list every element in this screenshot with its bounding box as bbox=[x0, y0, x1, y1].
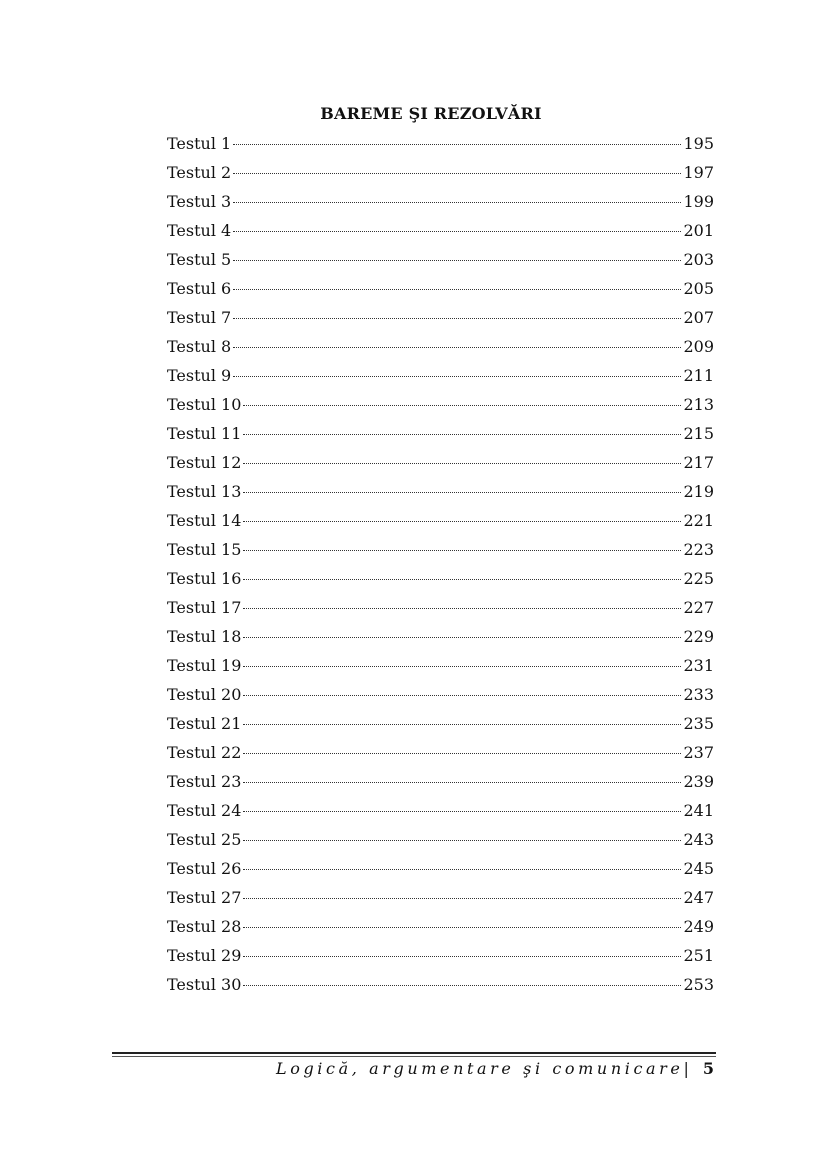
toc-entry[interactable] bbox=[167, 161, 714, 190]
toc-entry-label: Testul 19 bbox=[167, 656, 242, 675]
toc-entry-label: Testul 26 bbox=[167, 859, 242, 878]
toc-dot-leader bbox=[243, 840, 681, 841]
toc-entry-page: 241 bbox=[683, 801, 714, 820]
toc-entry-page: 233 bbox=[683, 685, 714, 704]
toc-entry-page: 203 bbox=[683, 250, 714, 269]
toc-dot-leader bbox=[243, 405, 681, 406]
toc-dot-leader bbox=[243, 637, 681, 638]
toc-dot-leader bbox=[243, 666, 681, 667]
toc-entry-label: Testul 14 bbox=[167, 511, 242, 530]
toc-entry-page: 253 bbox=[683, 975, 714, 994]
toc-entry-label: Testul 11 bbox=[167, 424, 242, 443]
toc-entry[interactable] bbox=[167, 132, 714, 161]
toc-entry-label: Testul 15 bbox=[167, 540, 242, 559]
toc-dot-leader bbox=[233, 318, 681, 319]
toc-entry[interactable] bbox=[167, 886, 714, 915]
toc-entry-label: Testul 4 bbox=[167, 221, 232, 240]
toc-entry-page: 201 bbox=[683, 221, 714, 240]
toc-entry-page: 221 bbox=[683, 511, 714, 530]
toc-entry[interactable] bbox=[167, 828, 714, 857]
toc-entry[interactable] bbox=[167, 712, 714, 741]
toc-entry-page: 247 bbox=[683, 888, 714, 907]
toc-entry-page: 197 bbox=[683, 163, 714, 182]
toc-entry-label: Testul 8 bbox=[167, 337, 232, 356]
toc-dot-leader bbox=[243, 579, 681, 580]
toc-dot-leader bbox=[243, 753, 681, 754]
toc-entry-page: 239 bbox=[683, 772, 714, 791]
toc-dot-leader bbox=[243, 811, 681, 812]
toc-dot-leader bbox=[233, 347, 681, 348]
toc-dot-leader bbox=[243, 869, 681, 870]
toc-dot-leader bbox=[243, 724, 681, 725]
toc-entry-page: 227 bbox=[683, 598, 714, 617]
toc-dot-leader bbox=[233, 144, 681, 145]
toc-dot-leader bbox=[243, 985, 681, 986]
toc-dot-leader bbox=[243, 550, 681, 551]
toc-entry-page: 207 bbox=[683, 308, 714, 327]
toc-entry[interactable] bbox=[167, 422, 714, 451]
toc-entry-label: Testul 5 bbox=[167, 250, 232, 269]
toc-entry[interactable] bbox=[167, 364, 714, 393]
toc-entry[interactable] bbox=[167, 335, 714, 364]
toc-entry-label: Testul 6 bbox=[167, 279, 232, 298]
toc-entry-label: Testul 9 bbox=[167, 366, 232, 385]
toc-entry[interactable] bbox=[167, 219, 714, 248]
toc-entry[interactable] bbox=[167, 770, 714, 799]
toc-entry-label: Testul 29 bbox=[167, 946, 242, 965]
toc-entry-label: Testul 20 bbox=[167, 685, 242, 704]
toc-entry-page: 231 bbox=[683, 656, 714, 675]
toc-entry[interactable] bbox=[167, 741, 714, 770]
toc-dot-leader bbox=[243, 492, 681, 493]
toc-entry-label: Testul 13 bbox=[167, 482, 242, 501]
toc-entry[interactable] bbox=[167, 393, 714, 422]
toc-entry-label: Testul 16 bbox=[167, 569, 242, 588]
toc-entry[interactable] bbox=[167, 277, 714, 306]
toc-entry[interactable] bbox=[167, 654, 714, 683]
toc-entry-label: Testul 21 bbox=[167, 714, 242, 733]
toc-dot-leader bbox=[233, 173, 681, 174]
toc-entry-label: Testul 27 bbox=[167, 888, 242, 907]
toc-entry-page: 235 bbox=[683, 714, 714, 733]
footer-rule bbox=[112, 1052, 716, 1054]
toc-entry-page: 199 bbox=[683, 192, 714, 211]
toc-entry-page: 195 bbox=[683, 134, 714, 153]
toc-entry-label: Testul 24 bbox=[167, 801, 242, 820]
toc-entry[interactable] bbox=[167, 799, 714, 828]
toc-entry-label: Testul 10 bbox=[167, 395, 242, 414]
toc-entry-page: 229 bbox=[683, 627, 714, 646]
toc-entry-label: Testul 3 bbox=[167, 192, 232, 211]
page-footer bbox=[112, 1057, 714, 1081]
toc-dot-leader bbox=[243, 608, 681, 609]
toc-entry-label: Testul 7 bbox=[167, 308, 232, 327]
toc-entry-label: Testul 30 bbox=[167, 975, 242, 994]
toc-dot-leader bbox=[243, 898, 681, 899]
toc-entry[interactable] bbox=[167, 306, 714, 335]
toc-entry[interactable] bbox=[167, 944, 714, 973]
toc-entry[interactable] bbox=[167, 625, 714, 654]
toc-entry-label: Testul 12 bbox=[167, 453, 242, 472]
toc-entry-page: 219 bbox=[683, 482, 714, 501]
toc-dot-leader bbox=[243, 521, 681, 522]
toc-dot-leader bbox=[243, 927, 681, 928]
toc-entry[interactable] bbox=[167, 915, 714, 944]
toc-entry-page: 205 bbox=[683, 279, 714, 298]
toc-entry[interactable] bbox=[167, 683, 714, 712]
toc-entry-label: Testul 17 bbox=[167, 598, 242, 617]
toc-entry[interactable] bbox=[167, 857, 714, 886]
toc-entry-label: Testul 25 bbox=[167, 830, 242, 849]
toc-entry[interactable] bbox=[167, 248, 714, 277]
toc-entry-page: 213 bbox=[683, 395, 714, 414]
footer-page-number: 5 bbox=[702, 1059, 714, 1078]
toc-entry-page: 237 bbox=[683, 743, 714, 762]
toc-entry[interactable] bbox=[167, 480, 714, 509]
toc-entry[interactable] bbox=[167, 567, 714, 596]
section-title: BAREME ŞI REZOLVĂRI bbox=[320, 104, 542, 123]
table-of-contents bbox=[167, 132, 714, 1002]
toc-entry-label: Testul 2 bbox=[167, 163, 232, 182]
toc-dot-leader bbox=[233, 202, 681, 203]
toc-entry-label: Testul 1 bbox=[167, 134, 232, 153]
toc-entry-page: 211 bbox=[683, 366, 714, 385]
toc-entry-label: Testul 22 bbox=[167, 743, 242, 762]
toc-entry-page: 209 bbox=[683, 337, 714, 356]
toc-entry[interactable] bbox=[167, 538, 714, 567]
toc-dot-leader bbox=[243, 695, 681, 696]
toc-entry[interactable] bbox=[167, 190, 714, 219]
toc-dot-leader bbox=[243, 434, 681, 435]
toc-entry[interactable] bbox=[167, 451, 714, 480]
toc-entry-label: Testul 18 bbox=[167, 627, 242, 646]
toc-entry-page: 217 bbox=[683, 453, 714, 472]
toc-entry-page: 251 bbox=[683, 946, 714, 965]
toc-entry-page: 245 bbox=[683, 859, 714, 878]
toc-entry[interactable] bbox=[167, 973, 714, 1002]
toc-entry-page: 215 bbox=[683, 424, 714, 443]
toc-entry-label: Testul 28 bbox=[167, 917, 242, 936]
toc-entry[interactable] bbox=[167, 509, 714, 538]
toc-dot-leader bbox=[233, 289, 681, 290]
toc-dot-leader bbox=[233, 231, 681, 232]
toc-entry-page: 223 bbox=[683, 540, 714, 559]
toc-entry[interactable] bbox=[167, 596, 714, 625]
footer-separator: | bbox=[683, 1059, 689, 1078]
footer-book-title: Logică, argumentare şi comunicare bbox=[276, 1059, 684, 1078]
toc-dot-leader bbox=[243, 782, 681, 783]
toc-entry-page: 225 bbox=[683, 569, 714, 588]
toc-dot-leader bbox=[243, 463, 681, 464]
toc-entry-page: 243 bbox=[683, 830, 714, 849]
toc-dot-leader bbox=[243, 956, 681, 957]
toc-dot-leader bbox=[233, 376, 681, 377]
toc-entry-page: 249 bbox=[683, 917, 714, 936]
toc-entry-label: Testul 23 bbox=[167, 772, 242, 791]
toc-dot-leader bbox=[233, 260, 681, 261]
